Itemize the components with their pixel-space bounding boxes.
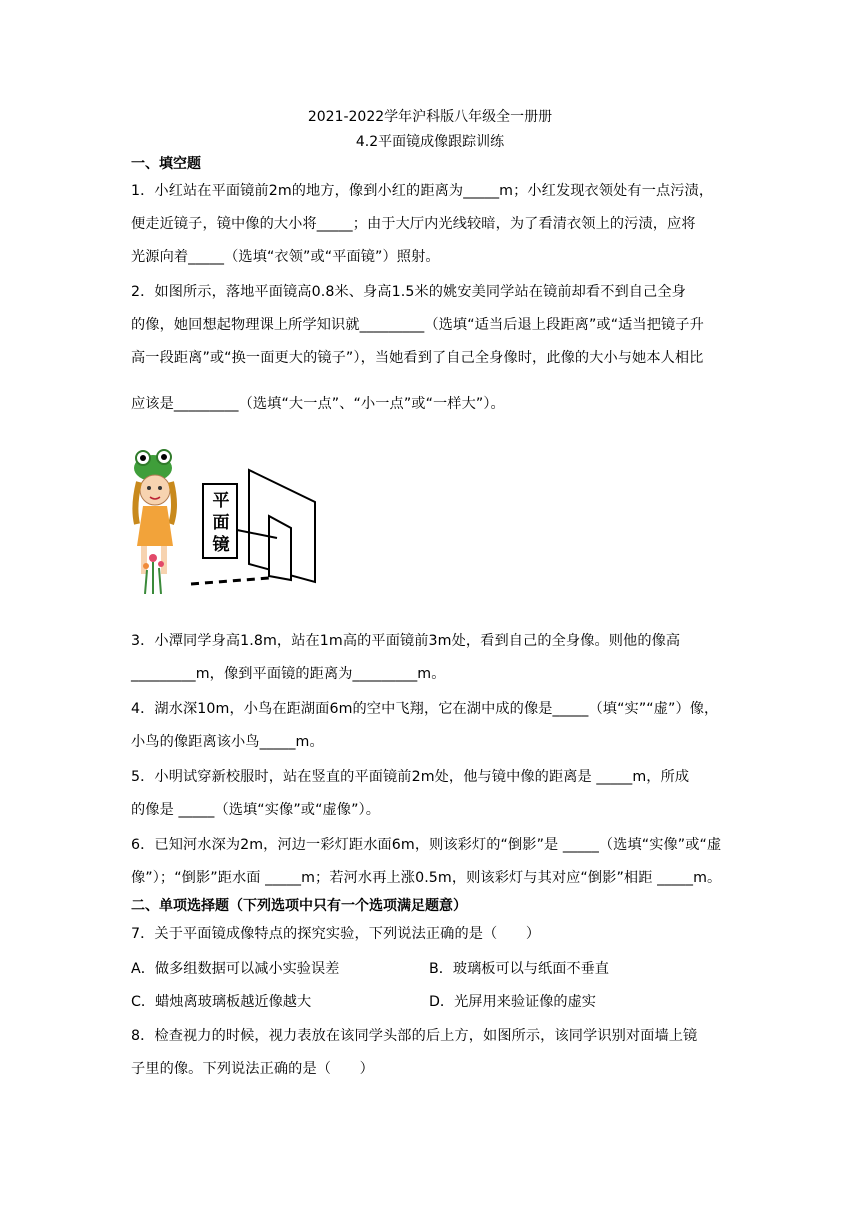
q1-line-3: 光源向着_____（选填“衣领”或“平面镜”）照射。 — [131, 249, 440, 265]
q4-line-2: 小鸟的像距离该小鸟_____m。 — [131, 734, 324, 750]
q1-line-2: 便走近镜子，镜中像的大小将_____；由于大厅内光线较暗，为了看清衣领上的污渍，应将 — [131, 216, 696, 232]
q2-line-1: 2．如图所示，落地平面镜高0.8米、身高1.5米的姚安美同学站在镜前却看不到自己全身 — [131, 284, 686, 300]
mirror-label-char-1: 平 — [212, 491, 230, 511]
q3-line-2: _________m，像到平面镜的距离为_________m。 — [131, 666, 446, 682]
girl-mirror-illustration — [131, 446, 341, 594]
girl-cartoon-icon — [134, 450, 174, 594]
q7-stem: 7．关于平面镜成像特点的探究实验，下列说法正确的是（ ） — [131, 926, 541, 942]
q4-line-1: 4．湖水深10m，小鸟在距湖面6m的空中飞翔，它在湖中成的像是_____（填“实”“虚”）像， — [131, 701, 719, 717]
section-heading-single-choice: 二、单项选择题（下列选项中只有一个选项满足题意） — [131, 898, 467, 914]
q6-line-1: 6．已知河水深为2m，河边一彩灯距水面6m，则该彩灯的“倒影”是 _____（选填“实像”或“虚 — [131, 837, 722, 853]
q5-line-1: 5．小明试穿新校服时，站在竖直的平面镜前2m处，他与镜中像的距离是 _____m，所成 — [131, 769, 690, 785]
q8-line-2: 子里的像。下列说法正确的是（ ） — [131, 1061, 374, 1077]
q2-line-2: 的像，她回想起物理课上所学知识就_________（选填“适当后退上段距离”或“适当把镜子升 — [131, 317, 704, 333]
q7-option-d: D．光屏用来验证像的虚实 — [429, 994, 596, 1010]
mirror-label-text — [210, 490, 232, 556]
mirror-label-char-3: 镜 — [212, 535, 230, 555]
q1-line-1: 1．小红站在平面镜前2m的地方，像到小红的距离为_____m；小红发现衣领处有一点污渍， — [131, 183, 714, 199]
q2-line-4: 应该是_________（选填“大一点”、“小一点”或“一样大”）。 — [131, 396, 505, 412]
q6-line-2: 像”）；“倒影”距水面 _____m；若河水再上涨0.5m，则该彩灯与其对应“倒影”相距 _____m。 — [131, 870, 722, 886]
q7-option-c: C．蜡烛离玻璃板越近像越大 — [131, 994, 312, 1010]
q7-option-b: B．玻璃板可以与纸面不垂直 — [429, 961, 609, 977]
document-title: 2021-2022学年沪科版八年级全一册册 — [307, 109, 553, 125]
q2-line-3: 高一段距离”或“换一面更大的镜子”），当她看到了自己全身像时，此像的大小与她本人相比 — [131, 350, 704, 366]
document-subtitle: 4.2平面镜成像跟踪训练 — [355, 134, 505, 150]
floor-dashed-line — [191, 578, 269, 584]
q3-line-1: 3．小潭同学身高1.8m，站在1m高的平面镜前3m处，看到自己的全身像。则他的像高 — [131, 633, 681, 649]
q5-line-2: 的像是 _____（选填“实像”或“虚像”）。 — [131, 802, 381, 818]
q7-option-a: A．做多组数据可以减小实验误差 — [131, 961, 340, 977]
section-heading-fill-in-blank: 一、填空题 — [131, 156, 201, 172]
mirror-label-char-2: 面 — [212, 513, 230, 533]
q8-line-1: 8．检查视力的时候，视力表放在该同学头部的后上方，如图所示，该同学识别对面墙上镜 — [131, 1028, 698, 1044]
mirror-figure — [131, 446, 341, 594]
mirror-image-shape — [269, 516, 291, 580]
